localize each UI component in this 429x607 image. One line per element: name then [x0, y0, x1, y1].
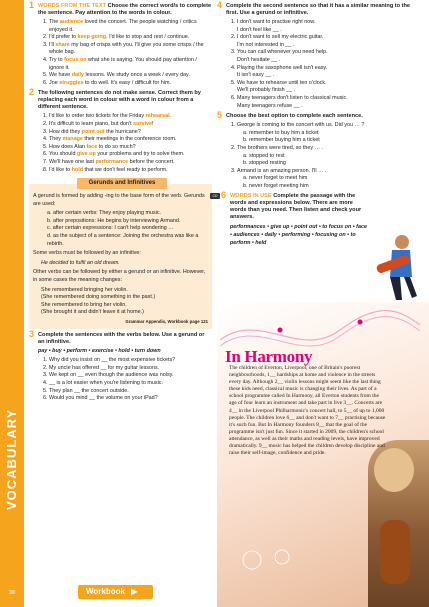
exercise-6: [211, 190, 367, 247]
exercise-number: 2: [29, 87, 35, 98]
exercise-instruction: Complete the sentences with the verbs below. Use a gerund or an infinitive.: [38, 331, 205, 345]
list-item: 2. It's difficult to learn piano, but don't survive!: [49, 121, 212, 129]
list-item: 6. Joe struggles to do well. It's easy / difficult for him.: [49, 80, 212, 88]
example-line: She remembered to bring her violin.: [41, 301, 127, 308]
example-line: She remembered bringing her violin.: [41, 286, 128, 293]
exercise-number: 6: [221, 190, 227, 201]
list-item: 6. You should give up your problems and try to solve them.: [49, 151, 212, 159]
exercise-4-list: [217, 19, 422, 110]
exercise-instruction: WORDS IN USE Complete the passage with the words and expressions below. There are more words than you need. Then listen and check your answers.: [230, 193, 362, 221]
list-item: 3. Armand is an amazing person. I'll … . a. never forget to meet him b. never forget meeting him: [237, 168, 422, 191]
guitarist-image: [372, 232, 420, 302]
list-item: 1. I don't want to practise right now. I don't feel like __ .: [237, 19, 422, 34]
word-list: pay • buy • perform • exercise • hold • turn down: [38, 347, 161, 354]
list-item: 8. I'd like to hold that we don't feel ready to perform.: [49, 167, 212, 175]
grammar-intro: A gerund is formed by adding -ing to the base form of the verb. Gerunds are used:: [33, 193, 205, 207]
grammar-infinitive-example: He decided to fulfil an old dream.: [41, 259, 120, 266]
list-item: 1. George is coming to the concert with us. Did you … ? a. remember to buy him a ticket b. remember buying him a ticket: [237, 122, 422, 145]
grammar-appendix-link[interactable]: Grammar Appendix, Workbook page 121: [125, 319, 208, 324]
exercise-3-list: [29, 357, 212, 403]
exercise-5-list: [217, 122, 422, 190]
list-item: d. as the subject of a sentence: Joining the orchestra was like a rebirth.: [47, 233, 199, 247]
example-line: (She remembered doing something in the past.): [41, 294, 156, 301]
example-line: (She brought it and didn't leave it at home.): [41, 309, 144, 316]
list-item: 2. I'd prefer to keep going. I'd like to stop and rest / continue.: [49, 34, 212, 42]
cd-track-icon[interactable]: CD 1.17: [211, 194, 219, 205]
exercise-5: [217, 110, 422, 190]
page-number: 30: [9, 590, 15, 596]
grammar-title: Gerunds and Infinitives: [77, 178, 167, 189]
list-item: c. after certain expressions: I can't help wondering …: [47, 225, 174, 232]
exercise-number: 1: [29, 0, 35, 10]
word-list: performances • give up • point out • to focus on • face • audiences • daily • performing • focusing on • to perform • held: [230, 224, 367, 247]
grammar-uses: [33, 210, 208, 248]
workbook-button[interactable]: [78, 585, 153, 599]
grammar-both-examples: [41, 287, 208, 317]
exercise-number: 3: [29, 328, 35, 339]
exercise-2: [29, 87, 212, 174]
exercise-1: [29, 0, 212, 87]
list-item: 1. I'd like to order two tickets for the Friday rehearsal.: [49, 113, 212, 121]
dandelion-decoration: [232, 545, 312, 575]
exercise-instruction: Choose the best option to complete each sentence.: [226, 113, 363, 120]
list-item: a. after certain verbs: They enjoy playing music.: [47, 210, 162, 217]
list-item: 3. How did they point out the hurricane?: [49, 129, 212, 137]
list-item: 1. Why did you insist on __ the most expensive tickets?: [49, 357, 212, 365]
list-item: 2. My uncle has offered __ for my guitar lessons.: [49, 365, 212, 373]
exercise-1-list: [29, 19, 212, 87]
workbook-label: Workbook: [86, 587, 125, 596]
list-item: 4. __ is a lot easier when you're listening to music.: [49, 380, 212, 388]
list-item: 3. We kept on __ even though the audience was noisy.: [49, 372, 212, 380]
violinist-girl-image: [368, 440, 429, 607]
list-item: 3. I'll share my bag of crisps with you. I'll give you some crisps / the whole bag.: [49, 42, 212, 57]
list-item: 2. The brothers were tired, so they … . a. stopped to rest b. stopped resting: [237, 145, 422, 168]
vocabulary-label: VOCABULARY: [4, 408, 19, 510]
grammar-infinitive-line: Some verbs must be followed by an infinitive:: [33, 250, 141, 257]
list-item: 3. You can call whenever you need help. Don't hesitate __ .: [237, 49, 422, 64]
list-item: 4. They manage their meetings in the conference room.: [49, 136, 212, 144]
left-column: [29, 0, 212, 406]
exercise-instruction: The following sentences do not make sense. Correct them by replacing each word in colour with a word in colour from a different sentence.: [38, 90, 201, 111]
list-item: 4. Playing the saxophone well isn't easy. It isn't easy __ .: [237, 65, 422, 80]
exercise-4: [217, 0, 422, 110]
list-item: 6. Many teenagers don't listen to classical music. Many teenagers refuse __ .: [237, 95, 422, 110]
list-item: 6. Would you mind __ the volume on your iPad?: [49, 395, 212, 403]
exercise-3: [29, 328, 212, 403]
exercise-number: 5: [217, 110, 223, 121]
list-item: 5. We have daily lessons. We study once a week / every day.: [49, 72, 212, 80]
exercise-number: 4: [217, 0, 223, 10]
exercise-instruction: Complete the second sentence so that it has a similar meaning to the first. Use a gerund or infinitive.: [226, 3, 411, 16]
list-item: 5. How does Alan face to do so much?: [49, 144, 212, 152]
exercise-instruction: WORDS FROM THE TEXT Choose the correct word/s to complete the sentence. Pay attention to the words in colour.: [38, 3, 212, 16]
grammar-both-line: Other verbs can be followed by either a gerund or an infinitive. However, in some cases the meaning changes:: [33, 269, 206, 284]
list-item: 4. Try to focus on what she is saying. You should pay attention / ignore it.: [49, 57, 212, 72]
right-column: [211, 0, 422, 250]
article-body: The children of Everton, Liverpool, one of Britain's poorest neighbourhoods, 1__ hardships at home and violence in the streets every day. Although 2__ violin lessons might seem like the last thing these kids need, classical music is changing their lives. As part of a school programme called In Harmony, all Everton students from the age of four learn an instrument and take part in live 3__. Concerts are 4__ in the Liverpool Philharmonic's concert hall, to 5__ of up to 1,000 people. The children love 6__ and don't want to 7__ practising because it's such fun. But In Harmony founders 8__ that the goal of the programme isn't just fun. Since it started in 2009, the children's school attendance, as well as their maths and reading levels, have improved dramatically. 9__ music has helped the children develop discipline and raise their self-image, confidence and pride.: [229, 365, 386, 457]
arrow-right-icon: ▶: [131, 587, 138, 596]
article-title: In Harmony: [225, 347, 313, 366]
list-item: 5. They plan __ the concert outside.: [49, 388, 212, 396]
vocabulary-sidebar: [0, 0, 24, 607]
list-item: 1. The audience loved the concert. The people watching / critics enjoyed it.: [49, 19, 212, 34]
grammar-box: [29, 180, 212, 329]
list-item: 7. We'll have one last performance before the concert.: [49, 159, 212, 167]
list-item: 5. We have to rehearse until ten o'clock. We'll probably finish __ .: [237, 80, 422, 95]
list-item: b. after prepositions: He begins by interviewing Armand.: [47, 217, 181, 224]
list-item: 2. I don't want to sell my electric guitar. I'm not interested in __ .: [237, 34, 422, 49]
exercise-2-list: [29, 113, 212, 174]
